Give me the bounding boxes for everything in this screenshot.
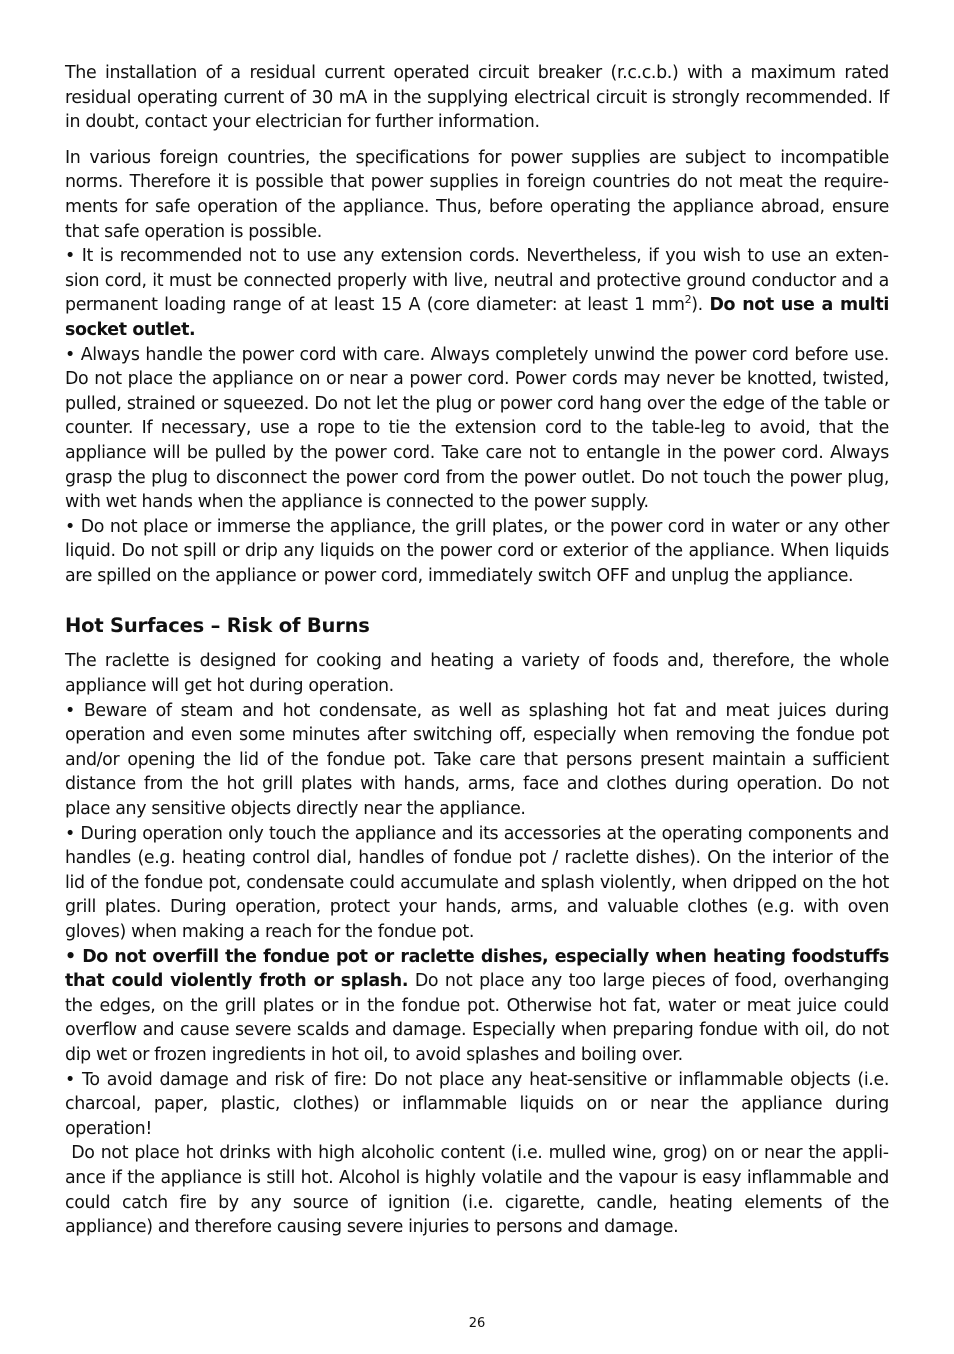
overfill-text: Do not place any too large pieces of food, overhanging the edges, on the grill plates or in the fondue pot. Otherwise hot fat, water or meat juice could overflow and cause severe scalds and damage. Especially when preparing fondue with oil, do not dip wet or frozen ingredients in hot oil, to avoid splashes and boiling over.: [65, 971, 890, 1065]
document-body: [65, 61, 895, 1240]
warning-overfill: • Do not overfill the fondue pot or raclette dishes, especially when heating foodstuffs that could violently froth or splash.: [65, 946, 889, 992]
section-heading-hot-surfaces: Hot Surfaces – Risk of Burns: [65, 614, 370, 638]
paragraph-rccb: The installation of a residual current operated circuit breaker (r.c.c.b.) with a maximum rated residual operating current of 30 mA in the supplying electrical circuit is strongly recommended. If in doubt, contact your electrician for further information.: [65, 63, 889, 133]
paragraph-fire-risk: • To avoid damage and risk of fire: Do not place any heat-sensitive or inflammable objects (i.e. charcoal, paper, plastic, clothes) or inflammable liquids on or near the appliance during operation!: [65, 1069, 889, 1139]
superscript-two: 2: [684, 293, 692, 307]
extension-cords-text: • It is recommended not to use any extension cords. Nevertheless, if you wish to use an extension cord, it must be connected properly with live, neutral and protective ground conductor and a permanent loading range of at least 15 A (core diameter: at least 1 mm: [65, 246, 889, 316]
warning-multi-socket: Do not use a multi socket outlet.: [65, 295, 889, 340]
page-number: 26: [468, 1316, 486, 1331]
extension-cords-close: ).: [691, 295, 710, 316]
paragraph-power-cord-care: • Always handle the power cord with care. Always completely unwind the power cord before use. Do not place the appliance on or near a power cord. Power cords may never be knotted, twisted, pulled, strained or squeezed. Do not let the plug or power cord hang over the edge of the table or counter. If necessary, use a rope to tie the extension cord to the table-leg to avoid, that the appliance will be pulled by the power cord. Take care not to entangle in the power cord. Always grasp the plug to disconnect the power cord from the power outlet. Do not touch the power plug, with wet hands when the appliance is connected to the power supply.: [65, 344, 889, 513]
paragraph-alcohol: Do not place hot drinks with high alcoholic content (i.e. mulled wine, grog) on or near the appliance if the appliance is still hot. Alcohol is highly volatile and the vapour is easy inflammable and could catch fire by any source of ignition (i.e. cigarette, candle, heating elements of the appliance) and therefore causing severe injuries to persons and damage.: [65, 1143, 895, 1238]
paragraph-liquids: • Do not place or immerse the appliance, the grill plates, or the power cord in water or any other liquid. Do not spill or drip any liquids on the power cord or exterior of the appliance. When liquids are spilled on the appliance or power cord, immediately switch OFF and unplug the appliance.: [65, 516, 889, 586]
paragraph-extension-cords: [65, 244, 889, 342]
spacer: [65, 135, 889, 146]
paragraph-overfill: [65, 945, 889, 1068]
paragraph-raclette-hot: The raclette is designed for cooking and heating a variety of foods and, therefore, the whole appliance will get hot during operation.: [65, 651, 889, 697]
paragraph-steam: • Beware of steam and hot condensate, as well as splashing hot fat and meat juices during operation and even some minutes after switching off, especially when removing the fondue pot and/or opening the lid of the fondue pot. Take care that persons present maintain a sufficient distance from the hot grill plates with hands, arms, face and clothes during operation. Do not place any sensitive objects directly near the appliance.: [65, 700, 889, 820]
paragraph-operation-touch: • During operation only touch the appliance and its accessories at the operating components and handles (e.g. heating control dial, handles of fondue pot / raclette dishes). On the interior of the lid of the fondue pot, condensate could accumulate and splash violently, when dripped on the hot grill plates. During operation, protect your hands, arms, and valuable clothes (e.g. with oven gloves) when making a reach for the fondue pot.: [65, 823, 889, 942]
paragraph-foreign-power: In various foreign countries, the specifications for power supplies are subject to incompatible norms. Therefore it is possible that power supplies in foreign countries do not meat the requirements for safe operation of the appliance. Thus, before operating the appliance abroad, ensure that safe operation is possible.: [65, 147, 889, 242]
